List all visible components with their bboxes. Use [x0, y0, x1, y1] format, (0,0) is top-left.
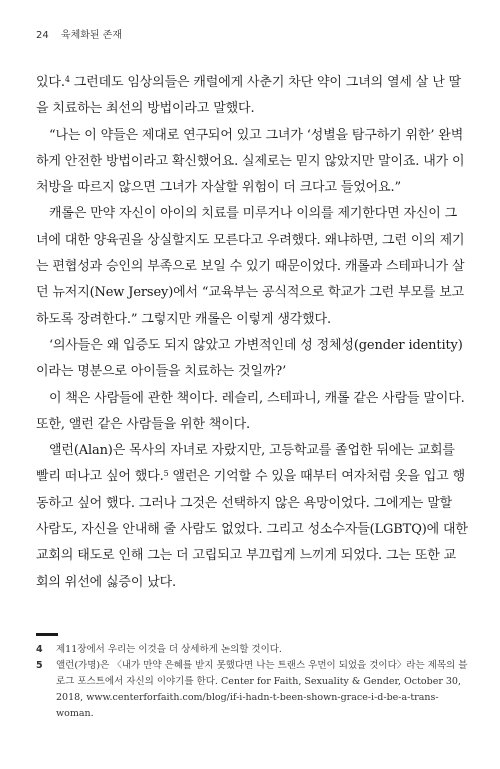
footnote-5 — [36, 658, 468, 722]
paragraph-4: ‘의사들은 왜 입증도 되지 않았고 가변적인데 성 정체성(gender identity)이라는 명분으로 아이들을 치료하는 것일까?’ — [36, 337, 463, 380]
footnote-divider — [36, 633, 58, 636]
footnote-ref-4: 4 — [64, 75, 70, 84]
body-text — [36, 70, 468, 596]
paragraph-5: 이 책은 사람들에 관한 책이다. 레슬리, 스테파니, 캐롤 같은 사람들 말이다. 또한, 앨런 같은 사람들을 위한 책이다. — [36, 390, 465, 432]
page-number: 24 — [36, 30, 49, 41]
paragraph-1: 있다.$^4$ 그런데도 임상의들은 캐럴에게 사춘기 차단 약이 그녀의 열세 살 난 딸을 치료하는 최선의 방법이라고 말했다. — [36, 75, 461, 117]
footnote-ref-5: 5 — [163, 469, 169, 479]
footnotes — [36, 642, 468, 722]
paragraph-6: 앨런(Alan)은 목사의 자녀로 자랐지만, 고등학교를 졸업한 뒤에는 교회를 빨리 떠나고 싶어 했다.$^5$ 앨런은 기억할 수 있을 때부터 여자처럼 옷을 입고 행동하고 싶어 했다. 그러나 그것은 선택하지 않은 욕망이었다. 그에게는 말할 사람도, 자신을 안내해 줄 사람도 없었다. 그리고 성소수자들(LGBTQ)에 대한 교회의 태도로 인해 그는 더 고립되고 부끄럽게 느끼게 되었다. 그는 또한 교회의 위선에 싫증이 났다. — [36, 443, 468, 590]
footnote-text: 앨런(가명)은 〈내가 만약 은혜를 받지 못했다면 나는 트랜스 우먼이 되었을 것이다〉라는 제목의 블로그 포스트에서 자신의 이야기를 한다. Center for Faith, Sexuality & Gender, October 30, 2018, www.centerforfaith.com/blog/if-i-hadn-t-been-shown-grace-i-d-be-a-trans-woman. — [56, 660, 468, 719]
paragraph-2: “나는 이 약들은 제대로 연구되어 있고 그녀가 ‘성별을 탐구하기 위한’ 완벽하게 안전한 방법이라고 확신했어요. 실제로는 믿지 않았지만 말이죠. 내가 이처방을 따르지 않으면 그녀가 자살할 위험이 더 크다고 들었어요.” — [36, 127, 465, 196]
footnote-text: 제11장에서 우리는 이것을 더 상세하게 논의할 것이다. — [56, 644, 282, 655]
footnote-4 — [36, 642, 468, 658]
footnote-number: 5 — [36, 660, 43, 671]
footnote-number: 4 — [36, 644, 43, 655]
running-title: 육체화된 존재 — [60, 30, 123, 41]
paragraph-3: 캐롤은 만약 자신이 아이의 치료를 미루거나 이의를 제기한다면 자신이 그녀에 대한 양육권을 상실할지도 모른다고 우려했다. 왜냐하면, 그런 이의 제기는 편협성과 승인의 부족으로 보일 수 있기 때문이었다. 캐롤과 스테파니가 살던 뉴저지(New Jersey)에서 “교육부는 공식적으로 학교가 그런 부모를 보고하도록 장려한다.” 그렇지만 캐롤은 이렇게 생각했다. — [36, 206, 465, 327]
running-header — [36, 26, 122, 41]
